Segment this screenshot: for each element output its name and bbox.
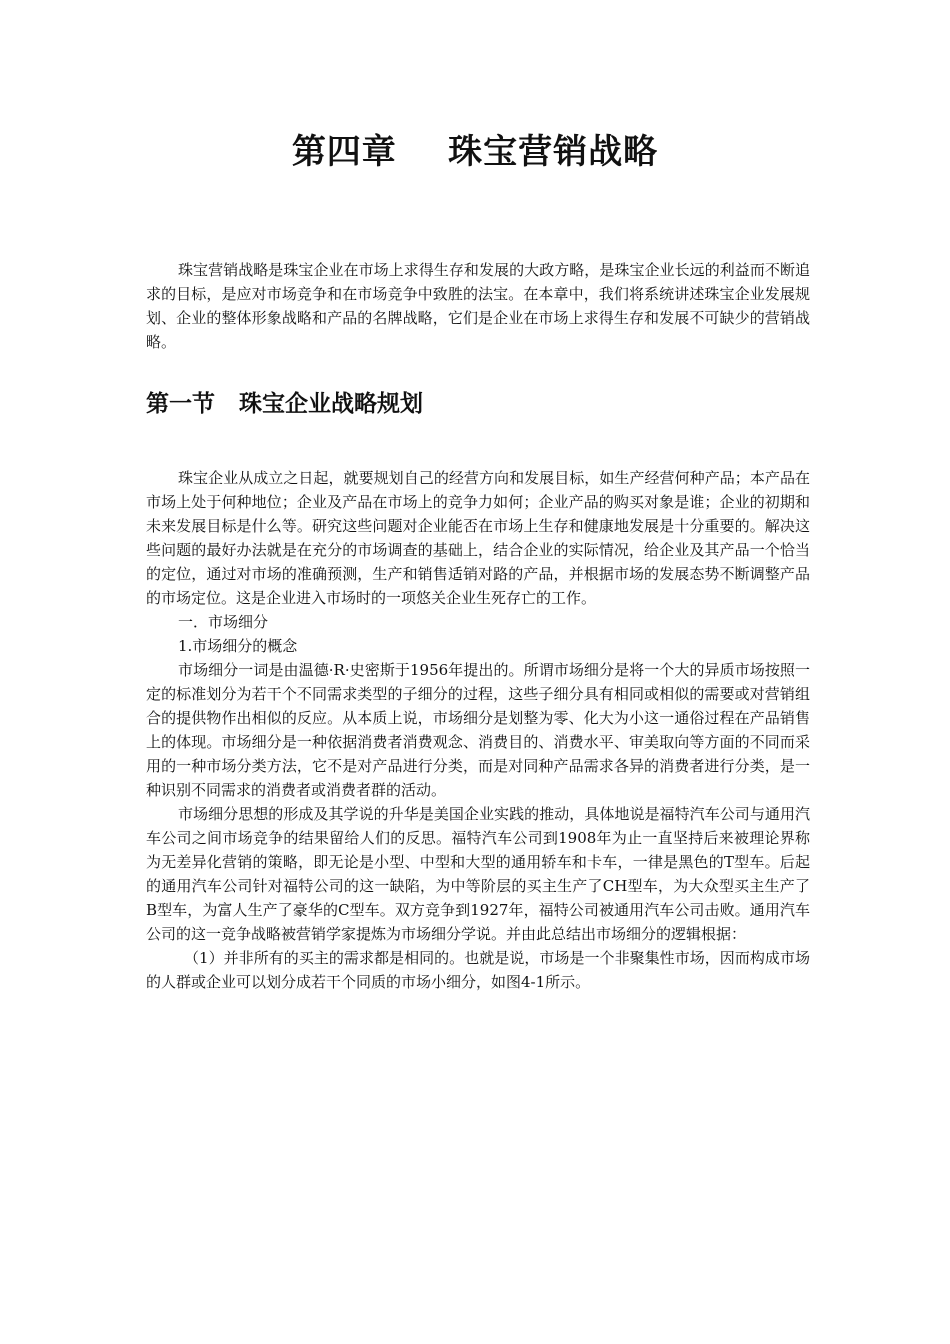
section-title: 第一节 珠宝企业战略规划 xyxy=(146,391,424,417)
section-body xyxy=(146,466,810,994)
intro-block xyxy=(146,258,810,354)
chapter-title: 第四章 珠宝营销战略 xyxy=(291,132,659,172)
body-paragraph-1: 珠宝企业从成立之日起，就要规划自己的经营方向和发展目标，如生产经营何种产品；本产品在市场上处于何种地位；企业及产品在市场上的竞争力如何；企业产品的购买对象是谁；企业的初期和未来发展目标是什么等。研究这些问题对企业能否在市场上生存和健康地发展是十分重要的。解决这些问题的最好办法就是在充分的市场调查的基础上，结合企业的实际情况，给企业及其产品一个恰当的定位，通过对市场的准确预测，生产和销售适销对路的产品，并根据市场的发展态势不断调整产品的市场定位。这是企业进入市场时的一项悠关企业生死存亡的工作。 xyxy=(146,469,810,607)
body-paragraph-4: （1）并非所有的买主的需求都是相同的。也就是说，市场是一个非聚集性市场，因而构成市场的人群或企业可以划分成若干个同质的市场小细分，如图4-1所示。 xyxy=(146,949,810,991)
subheading-market-segmentation: 一．市场细分 xyxy=(178,613,269,631)
body-paragraph-3: 市场细分思想的形成及其学说的升华是美国企业实践的推动，具体地说是福特汽车公司与通用汽车公司之间市场竞争的结果留给人们的反思。福特汽车公司到1908年为止一直坚持后来被理论界称为无差异化营销的策略，即无论是小型、中型和大型的通用轿车和卡车，一律是黑色的T型车。后起的通用汽车公司针对福特公司的这一缺陷，为中等阶层的买主生产了CH型车，为大众型买主生产了B型车，为富人生产了豪华的C型车。双方竞争到1927年，福特公司被通用汽车公司击败。通用汽车公司的这一竞争战略被营销学家提炼为市场细分学说。并由此总结出市场细分的逻辑根据： xyxy=(146,805,810,943)
body-paragraph-2: 市场细分一词是由温德·R·史密斯于1956年提出的。所谓市场细分是将一个大的异质市场按照一定的标准划分为若干个不同需求类型的子细分的过程，这些子细分具有相同或相似的需要或对营销组合的提供物作出相似的反应。从本质上说，市场细分是划整为零、化大为小这一通俗过程在产品销售上的体现。市场细分是一种依据消费者消费观念、消费目的、消费水平、审美取向等方面的不同而采用的一种市场分类方法，它不是对产品进行分类，而是对同种产品需求各异的消费者进行分类，是一种识别不同需求的消费者或消费者群的活动。 xyxy=(146,661,810,799)
subheading-segmentation-concept: 1.市场细分的概念 xyxy=(178,637,298,655)
intro-paragraph: 珠宝营销战略是珠宝企业在市场上求得生存和发展的大政方略，是珠宝企业长远的利益而不断追求的目标，是应对市场竞争和在市场竞争中致胜的法宝。在本章中，我们将系统讲述珠宝企业发展规划、企业的整体形象战略和产品的名牌战略，它们是企业在市场上求得生存和发展不可缺少的营销战略。 xyxy=(146,261,810,351)
